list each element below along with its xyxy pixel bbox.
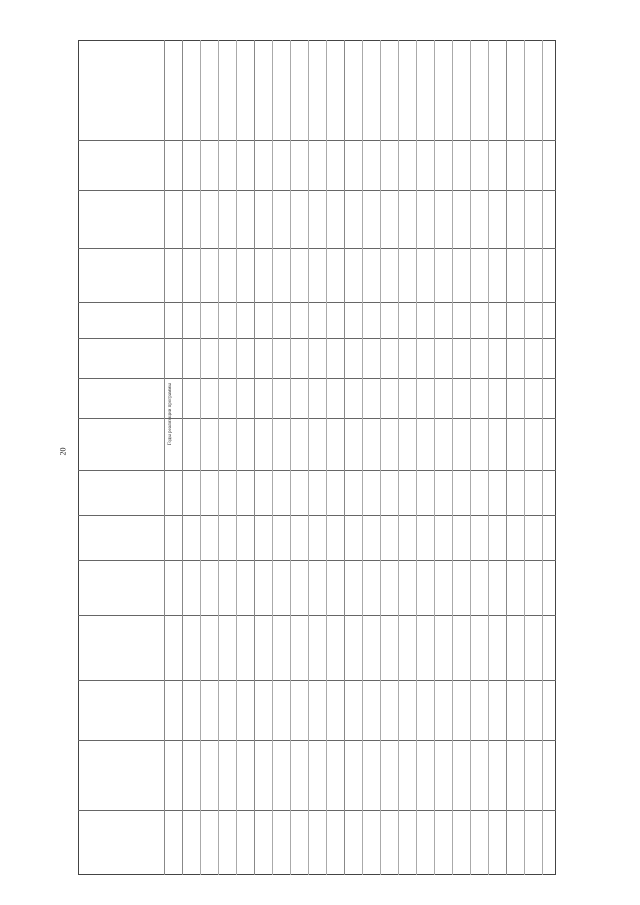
table-row: [78, 615, 556, 616]
table-row: [78, 680, 556, 681]
table-column: [470, 40, 471, 875]
table-row: [78, 302, 556, 303]
table-column: [542, 40, 543, 875]
table-column: [416, 40, 417, 875]
table-column: [488, 40, 489, 875]
table-column: [182, 40, 183, 875]
table-column: [380, 40, 381, 875]
table-column: [398, 40, 399, 875]
table-column: [236, 40, 237, 875]
table-column: [308, 40, 309, 875]
table-column: [326, 40, 327, 875]
table-column: [452, 40, 453, 875]
page-number: 20: [58, 447, 68, 456]
table-row: [78, 810, 556, 811]
table-row: [78, 515, 556, 516]
table-column: [254, 40, 255, 875]
years-header: Годы реализации программы: [168, 383, 173, 445]
data-table: [78, 40, 556, 875]
table-column: [200, 40, 201, 875]
table-row: [78, 418, 556, 419]
table-column: [272, 40, 273, 875]
table-row: [78, 560, 556, 561]
table-frame: [78, 40, 556, 875]
table-column: [218, 40, 219, 875]
table-column: [164, 40, 165, 875]
table-column: [362, 40, 363, 875]
table-row: [78, 248, 556, 249]
table-row: [78, 338, 556, 339]
table-row: [78, 740, 556, 741]
table-column: [524, 40, 525, 875]
table-column: [506, 40, 507, 875]
table-row: [78, 470, 556, 471]
table-column: [290, 40, 291, 875]
table-column: [344, 40, 345, 875]
table-row: [78, 140, 556, 141]
table-column: [434, 40, 435, 875]
table-row: [78, 190, 556, 191]
table-row: [78, 378, 556, 379]
